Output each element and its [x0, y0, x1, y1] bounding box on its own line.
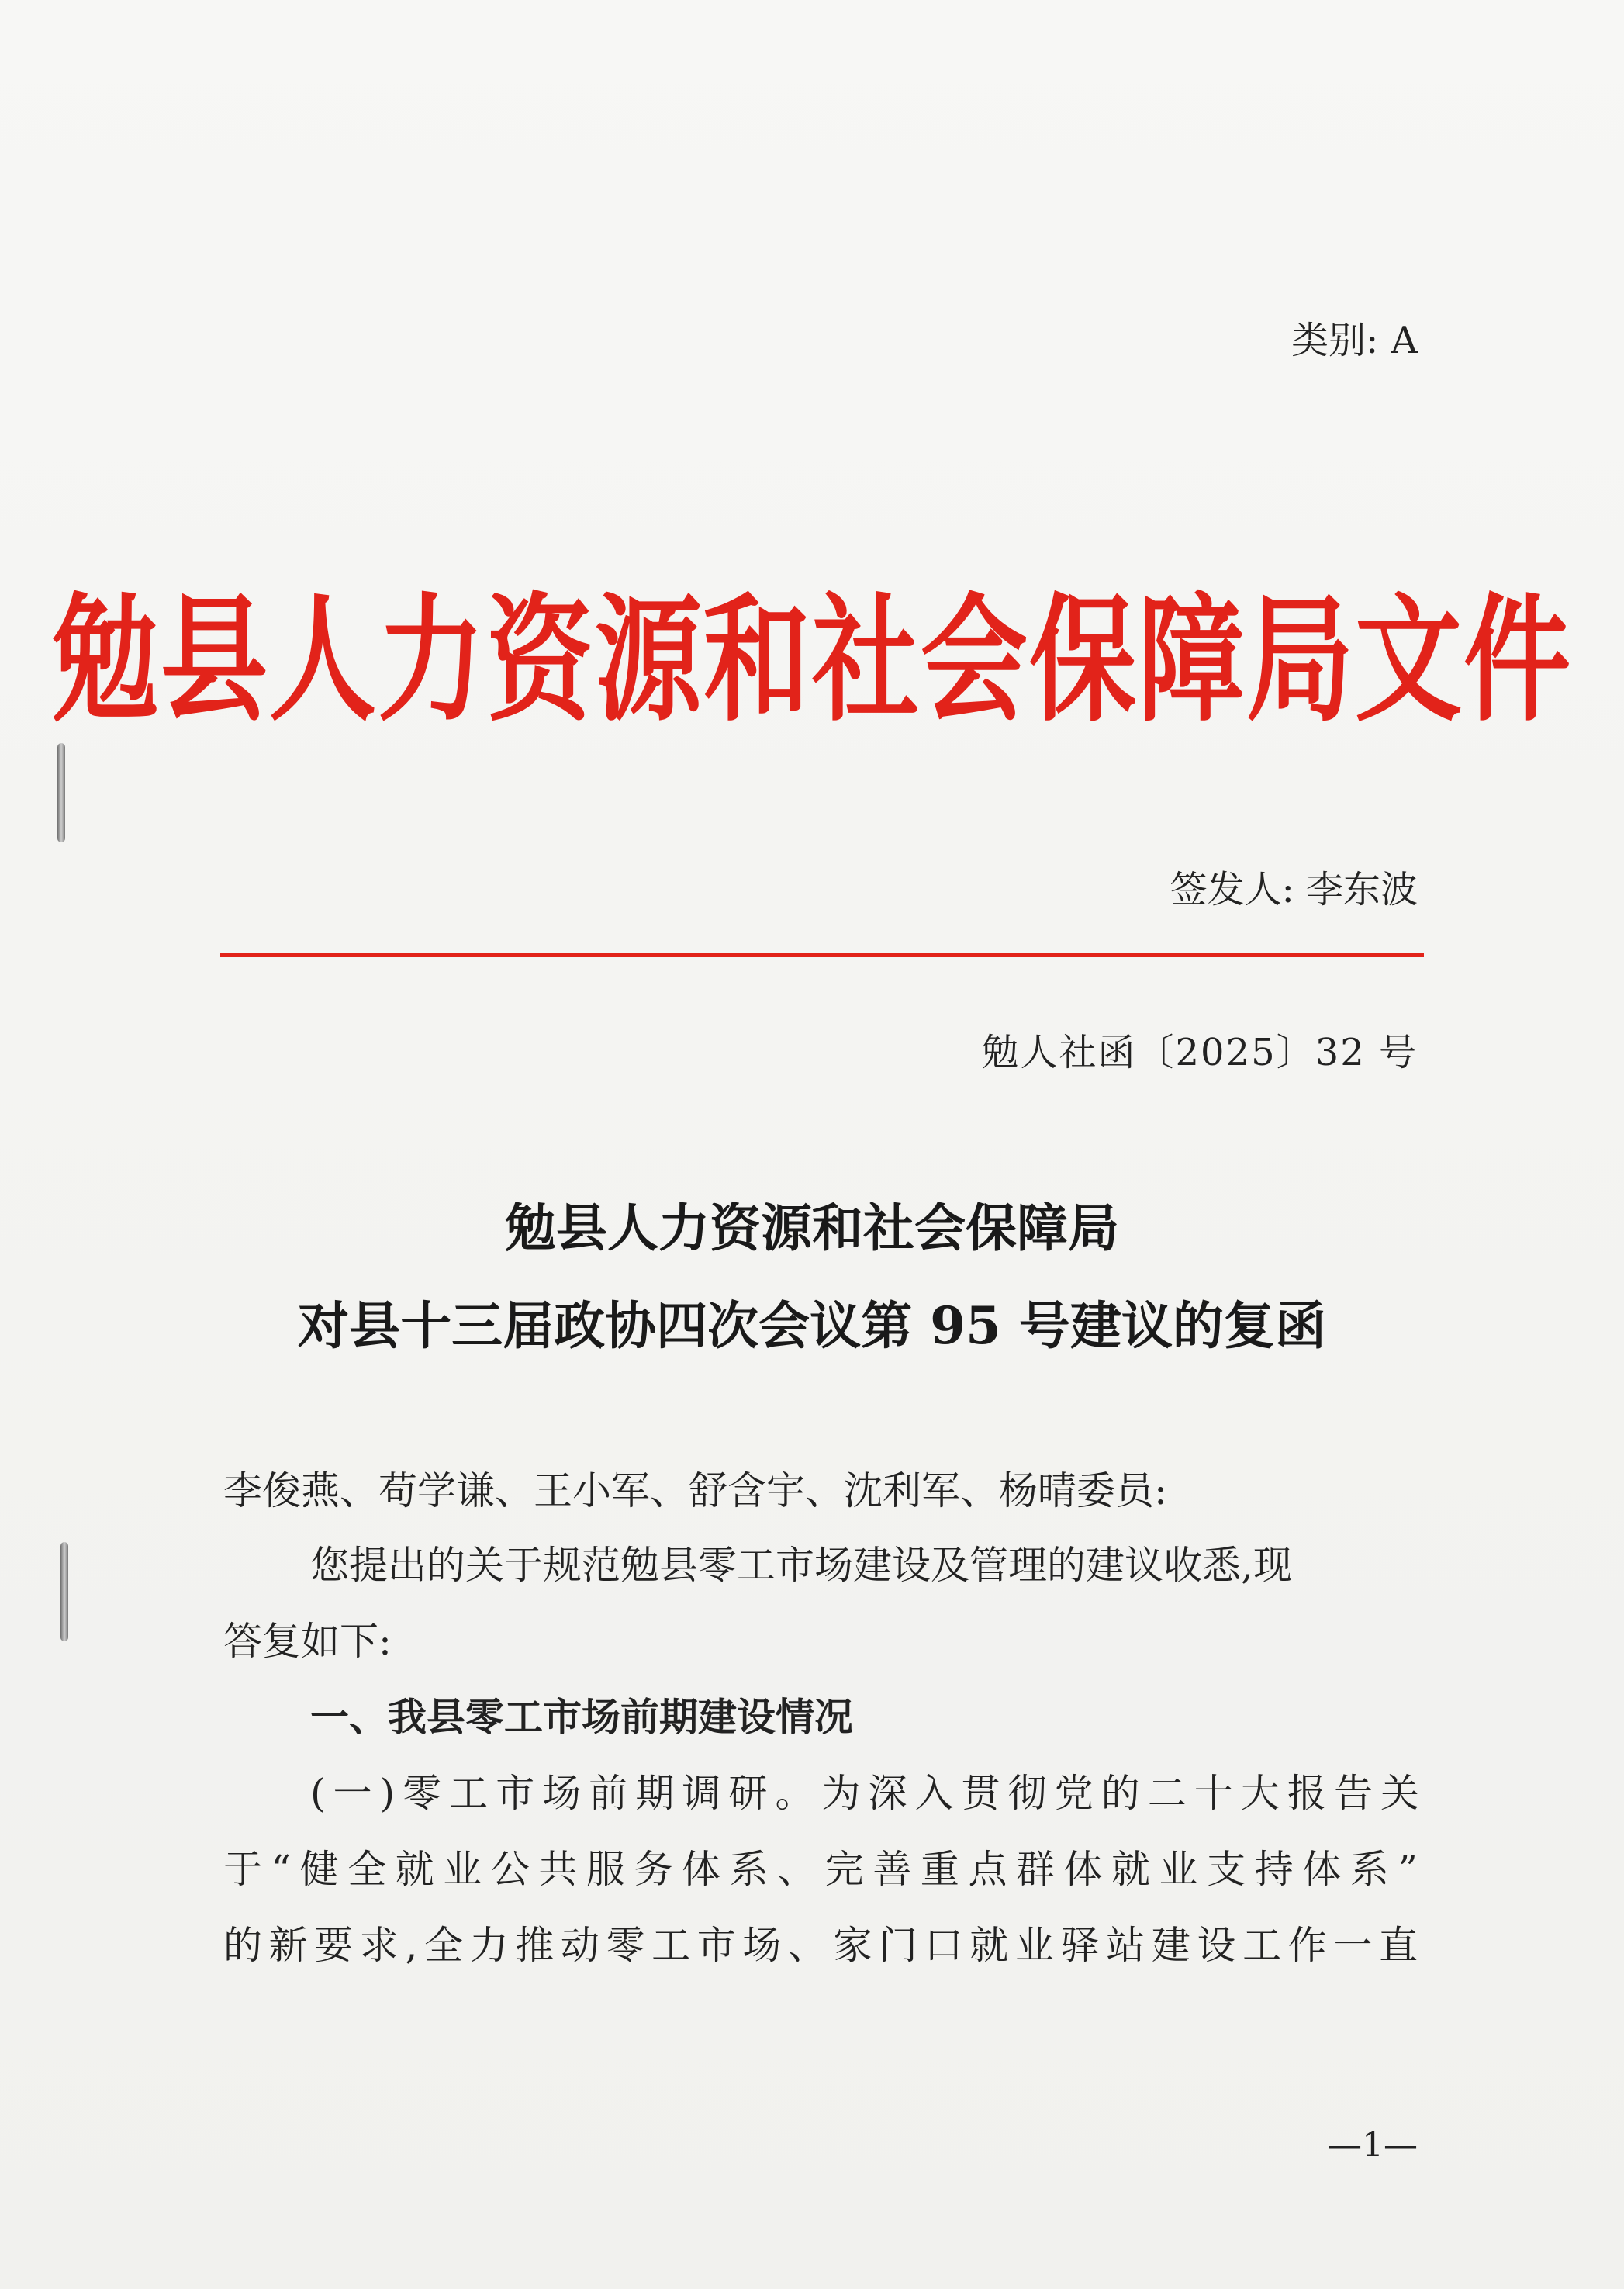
section-heading-1: 一、我县零工市场前期建设情况	[310, 1695, 853, 1740]
staple-bottom	[60, 1542, 68, 1641]
category-value: A	[1391, 319, 1418, 362]
document-number: 勉人社函〔2025〕32 号	[981, 1031, 1418, 1074]
title-line-2: 对县十三届政协四次会议第 95 号建议的复函	[298, 1295, 1326, 1356]
page-number: —1—	[1328, 2125, 1418, 2165]
title-line-1: 勉县人力资源和社会保障局	[505, 1198, 1119, 1258]
paragraph-1-line-2: 答复如下:	[223, 1619, 392, 1664]
document-header: 勉县人力资源和社会保障局文件	[51, 578, 1572, 741]
salutation: 李俊燕、苟学谦、王小军、舒含宇、沈利军、杨晴委员:	[223, 1468, 1167, 1513]
paragraph-2-line-1: (一)零工市场前期调研。为深入贯彻党的二十大报告关	[310, 1771, 1419, 1816]
issuer-signatory: 签发人: 李东波	[1170, 868, 1418, 911]
paragraph-2-line-3: 的新要求,全力推动零工市场、家门口就业驿站建设工作一直	[223, 1923, 1418, 1968]
staple-top	[57, 743, 65, 842]
category-mark	[1291, 310, 1418, 364]
paragraph-1-line-1: 您提出的关于规范勉县零工市场建设及管理的建议收悉,现	[310, 1543, 1292, 1588]
red-separator-line	[220, 953, 1424, 957]
category-label: 类别:	[1291, 319, 1379, 362]
paragraph-2-line-2: 于“健全就业公共服务体系、完善重点群体就业支持体系”	[223, 1847, 1418, 1892]
